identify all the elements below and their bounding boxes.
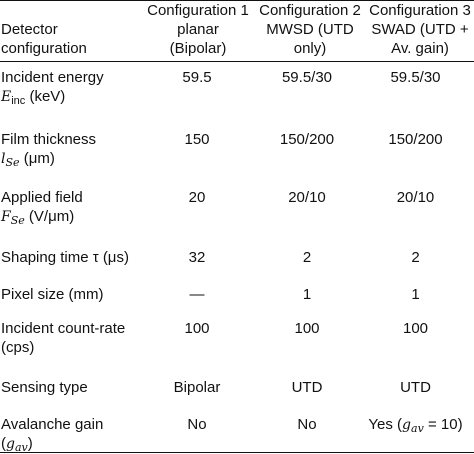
header-configuration-1: Configuration 1 planar (Bipolar) [147,2,249,57]
row-label-subscript: Se [5,156,20,169]
cell-text: = 10) [423,416,463,433]
table-cell: 59.5/30 [390,69,441,86]
row-label [1,130,151,169]
cell-subscript: av [411,422,424,435]
table-cell: 100 [402,320,429,337]
table-cell: 59.5/30 [281,69,333,86]
row-label-unit: (cps) [1,339,35,356]
table-cell: 59.5 [182,69,212,86]
table-cell: Bipolar [173,379,221,396]
table-cell: 32 [188,249,206,266]
row-label-subscript: inc [11,95,26,107]
table-cell: 150/200 [279,131,335,148]
row-label: Shaping time τ (μs) [1,249,129,266]
row-label-unit: (keV) [25,88,66,105]
table-cell: UTD [400,379,431,396]
header-label: Detector configuration [1,21,87,57]
table-header-rule [0,61,474,62]
row-label-symbol: E [1,89,12,105]
row-label-subscript: Se [10,214,25,227]
table-cell: 150/200 [388,131,443,148]
table-cell: 100 [184,320,210,337]
table-header-row [0,0,474,61]
row-label: Sensing type [1,379,88,396]
table-cell: No [187,416,207,433]
table-cell: — [189,286,205,303]
row-label-unit: (μm) [19,150,55,167]
cell-symbol: g [402,417,412,433]
row-label-symbol: F [1,209,11,225]
table-cell: 1 [411,286,420,303]
row-label [1,319,151,357]
row-label [1,415,151,454]
table-cell: UTD [291,379,323,396]
row-label [1,68,151,108]
cell-text: Yes ( [368,416,403,433]
row-label: Pixel size (mm) [1,286,104,303]
row-label-subscript: av [14,441,28,454]
header-configuration-2: Configuration 2 MWSD (UTD only) [259,2,361,57]
table-bottom-rule [0,452,474,453]
table-cell: 100 [294,320,320,337]
table-cell: 20/10 [288,189,326,206]
row-label-text: Incident energy [1,69,104,86]
table-cell: 2 [411,249,420,266]
table-cell: 1 [302,286,312,303]
row-label-paren: ) [27,435,33,452]
row-label-symbol: l [1,151,6,167]
table-cell: 2 [302,249,312,266]
header-configuration-3: Configuration 3 SWAD (UTD + Av. gain) [369,2,471,57]
row-label-paren: ( [1,435,6,452]
row-label-text: Avalanche gain [1,416,104,433]
table-cell: 150 [184,131,210,148]
row-label-symbol: g [6,436,15,452]
row-label-text: Applied field [1,189,83,206]
row-label-text: Film thickness [1,131,97,148]
table-cell: 20 [188,189,206,206]
table-cell: No [297,416,317,433]
row-label-text: Incident count-rate [1,320,126,337]
table-cell [357,415,474,435]
row-label-unit: (V/μm) [24,208,75,225]
table-cell: 20/10 [396,189,435,206]
row-label [1,188,151,227]
